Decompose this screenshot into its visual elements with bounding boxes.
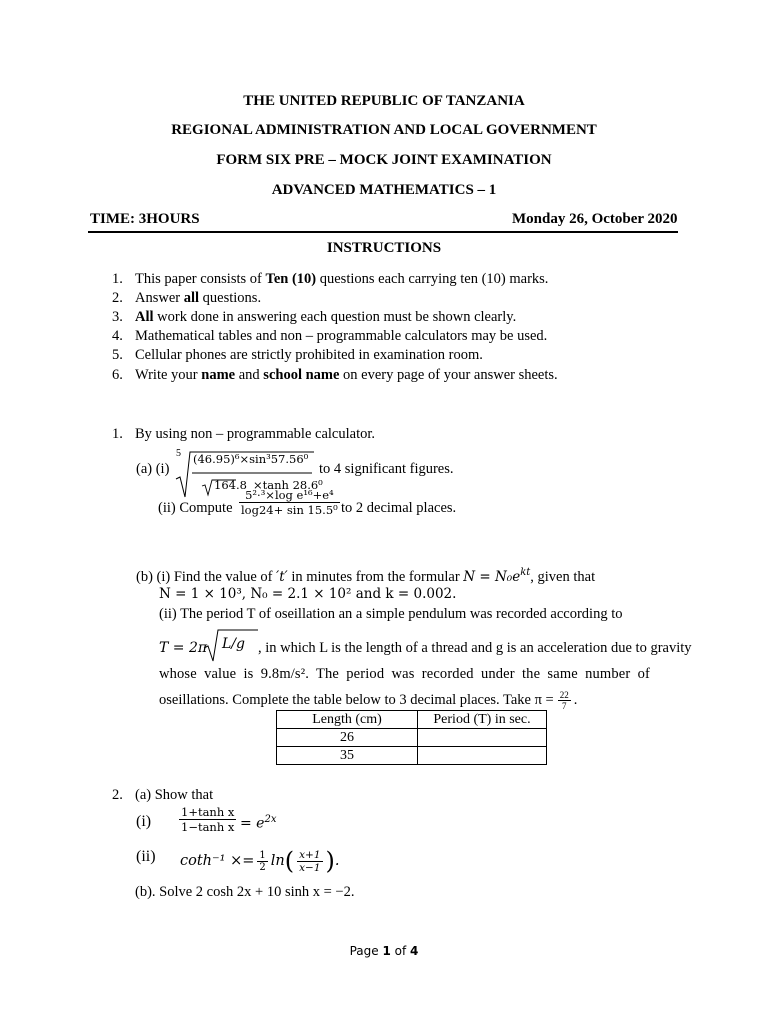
exam-time: TIME: 3HOURS (90, 211, 200, 227)
arccoth-identity: coth⁻¹ ×= $\frac{1}{2}$ ln( $\frac{x+1}{x-1}$ ). (180, 847, 340, 875)
header-rule (88, 231, 678, 233)
part-b: (b). Solve 2 cosh 2x + 10 sinh x = −2. (135, 884, 355, 900)
header-exam: FORM SIX PRE – MOCK JOINT EXAMINATION (216, 152, 552, 168)
radicand-denominator-rest: ×tanh 28.6⁰ (253, 478, 323, 492)
precision-note: to 4 significant figures. (319, 461, 454, 477)
given-values: N = 1 × 10³, N₀ = 2.1 × 10² and k = 0.002. (159, 586, 457, 602)
table-cell (418, 747, 547, 765)
pendulum-line-1: (ii) The period T of oseillation an a simple pendulum was recorded according to (159, 606, 623, 622)
table-cell: 35 (277, 747, 418, 765)
table-header: Length (cm) (277, 711, 418, 729)
header-country: THE UNITED REPUBLIC OF TANZANIA (243, 93, 525, 109)
table-row (277, 729, 547, 747)
part-label: (a) (i) (136, 461, 170, 477)
pendulum-line-2: , in which L is the length of a thread and g is an acceleration due to gravity (258, 640, 692, 656)
table-cell: 26 (277, 729, 418, 747)
identity-rhs: = $e^{2x}$ (240, 814, 277, 832)
part-label: (ii) Compute (158, 500, 233, 516)
question-intro: (a) Show that (135, 787, 214, 803)
precision-note: to 2 decimal places. (341, 500, 457, 516)
instructions-title: INSTRUCTIONS (326, 240, 442, 256)
table-header-row (277, 711, 547, 729)
question-number: 2. (112, 787, 123, 803)
header-authority: REGIONAL ADMINISTRATION AND LOCAL GOVERNMENT (171, 122, 597, 138)
page-footer: Page 1 of 4 (349, 944, 419, 958)
pi-fraction: $\frac{22}{7}$ (559, 690, 569, 711)
part-label: (ii) (136, 848, 156, 865)
pendulum-line-3: whose value is 9.8m/s². The period was recorded under the same number of (159, 666, 650, 682)
radicand-numerator: (46.95)⁶×sin³57.56⁰ (193, 452, 309, 466)
part-b-i: (b) (i) Find the value of ′t′ in minutes from the formular $N = N_0e^{kt}$, given that (136, 567, 596, 585)
question-intro: By using non – programmable calculator. (135, 426, 376, 442)
period-table (276, 710, 547, 765)
half-fraction: $\frac{1}{2}$ (259, 849, 266, 873)
radicand-denominator-root: 164.8 (214, 478, 247, 492)
log-fraction: $\frac{x+1}{x-1}$ (299, 848, 321, 874)
length-over-gravity: L/g (222, 636, 245, 652)
tanh-fraction: $\frac{\text{1+tanh x}}{\text{1−tanh x}}$ (181, 805, 235, 834)
table-row (277, 747, 547, 765)
period-formula: T = 2π (159, 640, 208, 656)
header-subject: ADVANCED MATHEMATICS – 1 (271, 182, 497, 198)
table-header: Period (T) in sec. (418, 711, 547, 729)
compute-fraction: $\frac{\text{5²·³×log e¹⁶+e⁴}}{\text{log24+ sin 15.5⁰}}$ (241, 488, 338, 517)
question-number: 1. (112, 426, 123, 442)
pendulum-line-4: oseillations. Complete the table below to 3 decimal places. Take π = $\frac{22}{7}$ . (159, 690, 578, 711)
root-index: 5 (176, 448, 181, 459)
table-cell (418, 729, 547, 747)
exam-page: THE UNITED REPUBLIC OF TANZANIA REGIONAL ADMINISTRATION AND LOCAL GOVERNMENT FORM SIX PRE – MOCK JOINT EXAMINATION ADVANCED MATHEMATICS – 1 TIME: 3HOURS Monday 26, October 2020 INSTRUCTIONS 1. This paper consists of Ten (10) questions each carrying ten (10) marks. 2. Answer all questions. 3. All work done in answering each question must be shown clearly. 4. Mathematical tables and non – programmable calculators may be used. 5. Cellular phones are strictly prohibited in examination room. 6. Write your name and school name on every page of your answer sheets. 1. By using non – programmable calculator. (a) (i) 5 (46.95)⁶×sin³57.56⁰ 164.8 ×tanh 28.6⁰ to 4 significant figures. (ii) Compute $\frac{\text{5²·³×log e¹⁶+e⁴}}{\text{log24+ sin 15.5⁰}}$ to 2 decimal places. (b) (i) Find the value of ′t′ in minutes from the formular $N = N_0e^{kt}$, given that N = 1 × 10³, N₀ = 2.1 × 10² and k = 0.002. (ii) The period T of oseillation an a simple pendulum was recorded according to T = 2π L/g , in which L is the length of a thread and g is an acceleration due to gravity whose value is 9.8m/s². The period was recorded under the same number of oseillations. Complete the table below to 3 decimal places. Take π = $\frac{22}{7}$ . Length (cm) Period (T) in sec. 26 35 2. (a) Show that (i) $\frac{\text{1+tanh x}}{\text{1−tanh x}}$ = $e^{2x}$ (ii) coth⁻¹ ×= $\frac{1}{2}$ ln( $\frac{x+1}{x-1}$ ). (b). Solve 2 cosh 2x + 10 sinh x = −2. Page 1 of 4 (0, 0, 768, 1024)
exam-date: Monday 26, October 2020 (512, 211, 678, 227)
part-label: (i) (136, 813, 152, 830)
